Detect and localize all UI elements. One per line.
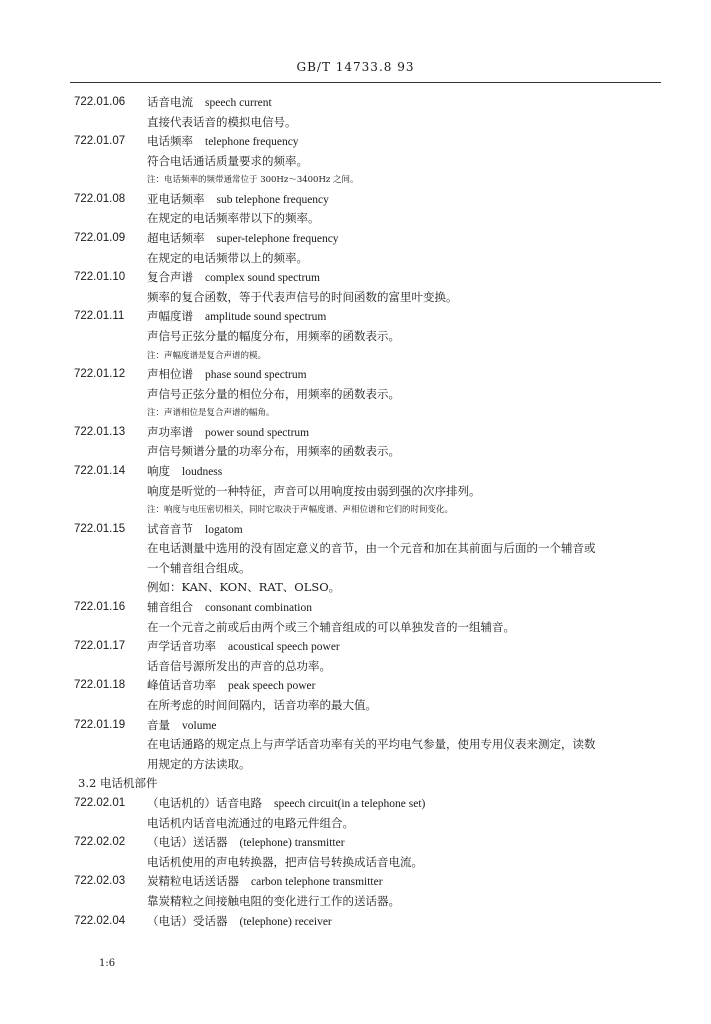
term-definition-line	[0, 892, 711, 912]
term-entry	[0, 132, 711, 152]
term-english: amplitude sound spectrum	[205, 311, 327, 324]
term-english: consonant combination	[205, 602, 312, 615]
term-entry	[0, 912, 711, 932]
term-entry	[0, 794, 711, 814]
term-heading	[147, 598, 312, 619]
page-footer: 1:6	[99, 958, 116, 969]
term-chinese: 话音电流	[147, 95, 193, 109]
term-english: volume	[182, 719, 217, 732]
term-english: acoustical speech power	[228, 641, 340, 654]
page-header: GB/T 14733.8 93	[296, 60, 415, 74]
term-definition-line	[0, 442, 711, 462]
term-chinese: 声相位谱	[147, 367, 193, 382]
term-entry	[0, 307, 711, 327]
term-chinese: 电话频率	[147, 134, 193, 149]
term-definition: 声信号正弦分量的相位分布，用频率的函数表示。	[147, 386, 400, 401]
term-heading	[147, 912, 332, 933]
term-entry	[0, 462, 711, 482]
term-heading	[147, 637, 340, 658]
term-definition: 电话机内话音电流通过的电路元件组合。	[147, 815, 354, 830]
term-note-line	[0, 347, 711, 366]
term-entry	[0, 598, 711, 618]
term-definition-line	[0, 249, 711, 269]
term-chinese: （电话）受话器	[147, 913, 228, 928]
term-definition-line	[0, 696, 711, 716]
term-number: 722.02.01	[74, 797, 126, 809]
term-heading	[147, 423, 309, 444]
term-chinese: 试音音节	[147, 521, 193, 536]
term-english: speech current	[205, 97, 272, 109]
term-number: 722.01.09	[74, 232, 126, 245]
term-definition: 符合电话通话质量要求的频率。	[147, 153, 308, 168]
term-definition-line	[0, 327, 711, 347]
term-definition: 话音信号源所发出的声音的总功率。	[147, 658, 331, 673]
term-number: 722.01.06	[74, 96, 126, 108]
term-definition: 例如：KAN、KON、RAT、OLSO。	[147, 580, 341, 595]
term-definition-line	[0, 559, 711, 579]
term-definition-line	[0, 814, 711, 834]
term-heading	[147, 520, 243, 541]
term-entry	[0, 365, 711, 385]
term-heading	[147, 307, 326, 328]
term-definition-line	[0, 657, 711, 677]
term-definition-line	[0, 755, 711, 775]
term-english: speech circuit(in a telephone set)	[274, 798, 426, 810]
term-number: 722.01.08	[74, 192, 126, 205]
term-definition-line	[0, 152, 711, 172]
term-definition: 一个辅音组合组成。	[147, 560, 251, 575]
term-definition-line	[0, 288, 711, 308]
term-definition-line	[0, 618, 711, 638]
term-heading	[147, 132, 299, 153]
term-definition: 声信号正弦分量的幅度分布，用频率的函数表示。	[147, 329, 400, 344]
term-entry	[0, 423, 711, 443]
term-number: 722.01.18	[74, 679, 126, 692]
term-number: 722.01.16	[74, 601, 126, 614]
term-english: peak speech power	[228, 680, 316, 693]
term-number: 722.01.17	[74, 640, 126, 653]
term-heading	[147, 794, 425, 815]
term-english: (telephone) receiver	[239, 915, 332, 928]
term-definition: 在规定的电话频带以上的频率。	[147, 250, 308, 265]
term-definition: 频率的复合函数，等于代表声信号的时间函数的富里叶变换。	[147, 289, 458, 304]
term-number: 722.01.07	[74, 135, 126, 148]
term-heading	[147, 872, 383, 893]
term-note: 注：声谱相位是复合声谱的幅角。	[147, 408, 275, 419]
term-list	[0, 93, 711, 931]
term-heading	[147, 93, 272, 114]
term-note: 注：电话频率的频带通常位于 300Hz～3400Hz 之间。	[147, 175, 359, 186]
term-english: (telephone) transmitter	[239, 837, 345, 850]
term-definition-line	[0, 209, 711, 229]
term-definition: 直接代表话音的模拟电信号。	[147, 114, 297, 129]
term-heading	[147, 365, 307, 386]
term-definition: 在规定的电话频率带以下的频率。	[147, 211, 320, 226]
term-entry	[0, 520, 711, 540]
term-definition-line	[0, 735, 711, 755]
term-english: phase sound spectrum	[205, 369, 307, 382]
term-definition: 靠炭精粒之间接触电阻的变化进行工作的送话器。	[147, 893, 400, 908]
term-definition: 在电话测量中选用的没有固定意义的音节，由一个元音和加在其前面与后面的一个辅音或	[147, 541, 596, 556]
term-number: 722.01.14	[74, 465, 126, 477]
term-entry	[0, 190, 711, 210]
term-heading	[147, 190, 329, 211]
term-definition-line	[0, 539, 711, 559]
term-chinese: 音量	[147, 717, 170, 732]
term-chinese: 声功率谱	[147, 424, 193, 439]
term-number: 722.01.13	[74, 425, 126, 438]
section-title: 3.2 电话机部件	[78, 776, 158, 791]
term-chinese: 超电话频率	[147, 231, 205, 246]
term-number: 722.01.12	[74, 368, 126, 381]
term-definition: 在所考虑的时间间隔内，话音功率的最大值。	[147, 698, 377, 713]
term-entry	[0, 716, 711, 736]
term-number: 722.01.15	[74, 522, 126, 535]
term-entry	[0, 229, 711, 249]
term-english: logatom	[205, 523, 243, 536]
term-english: power sound spectrum	[205, 426, 310, 439]
term-chinese: 声幅度谱	[147, 309, 193, 324]
term-entry	[0, 637, 711, 657]
term-note-line	[0, 501, 711, 520]
section-heading	[0, 774, 711, 794]
term-entry	[0, 676, 711, 696]
term-heading	[147, 462, 222, 483]
term-heading	[147, 676, 316, 697]
term-note: 注：响度与电压密切相关，同时它取决于声幅度谱、声相位谱和它们的时间变化。	[147, 505, 454, 516]
term-english: complex sound spectrum	[205, 272, 320, 285]
term-entry	[0, 833, 711, 853]
term-chinese: 复合声谱	[147, 270, 193, 285]
term-definition-line	[0, 385, 711, 405]
term-number: 722.01.10	[74, 271, 126, 284]
term-english: super-telephone frequency	[216, 233, 339, 246]
term-chinese: 峰值话音功率	[147, 678, 216, 693]
term-definition: 声信号频谱分量的功率分布，用频率的函数表示。	[147, 444, 400, 459]
term-entry	[0, 268, 711, 288]
term-english: sub telephone frequency	[216, 193, 329, 206]
term-heading	[147, 833, 345, 854]
term-number: 722.01.11	[74, 310, 125, 323]
term-chinese: 炭精粒电话送话器	[147, 874, 239, 889]
term-heading	[147, 268, 320, 289]
term-entry	[0, 93, 711, 113]
term-definition-line	[0, 853, 711, 873]
term-number: 722.02.02	[74, 836, 126, 849]
term-chinese: 亚电话频率	[147, 191, 205, 206]
term-definition: 响度是听觉的一种特征，声音可以用响度按由弱到强的次序排列。	[147, 483, 481, 498]
term-definition-line	[0, 578, 711, 598]
term-definition-line	[0, 113, 711, 133]
term-definition: 在电话通路的规定点上与声学话音功率有关的平均电气参量，使用专用仪表来测定，读数	[147, 737, 596, 752]
term-definition: 在一个元音之前或后由两个或三个辅音组成的可以单独发音的一组辅音。	[147, 619, 515, 634]
term-chinese: （电话机的）话音电路	[147, 796, 262, 810]
term-definition-line	[0, 482, 711, 502]
term-number: 722.02.04	[74, 914, 126, 927]
term-english: carbon telephone transmitter	[251, 876, 383, 889]
term-note: 注：声幅度谱是复合声谱的模。	[147, 350, 267, 361]
term-chinese: 辅音组合	[147, 600, 193, 615]
term-definition: 电话机使用的声电转换器，把声信号转换成话音电流。	[147, 854, 423, 869]
term-heading	[147, 229, 339, 250]
term-chinese: 声学话音功率	[147, 639, 216, 654]
term-number: 722.02.03	[74, 875, 126, 888]
term-chinese: （电话）送话器	[147, 835, 228, 850]
term-entry	[0, 872, 711, 892]
term-note-line	[0, 171, 711, 190]
term-chinese: 响度	[147, 464, 170, 478]
term-english: loudness	[182, 466, 223, 478]
term-number: 722.01.19	[74, 718, 126, 731]
term-definition: 用规定的方法读取。	[147, 756, 251, 771]
term-note-line	[0, 404, 711, 423]
header-rule	[70, 82, 661, 83]
term-english: telephone frequency	[205, 136, 299, 149]
term-heading	[147, 716, 217, 737]
